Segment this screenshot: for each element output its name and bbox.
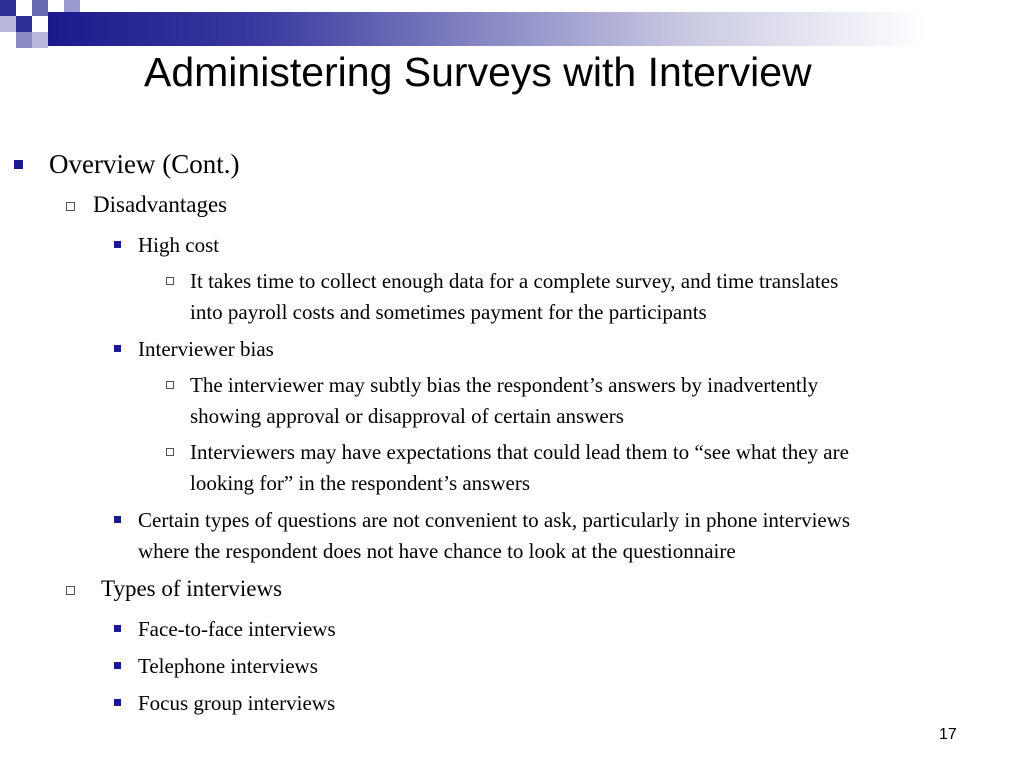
- small-square-bullet-icon: [114, 345, 121, 352]
- bullet-text: High cost: [138, 233, 220, 257]
- page-number: 17: [939, 726, 957, 743]
- bullet-text-line: showing approval or disapproval of certain answers: [190, 404, 624, 428]
- decor-square: [64, 0, 80, 12]
- small-square-bullet-icon: [114, 241, 121, 248]
- decor-square: [32, 32, 48, 48]
- decor-square: [32, 0, 48, 16]
- bullet-text-line: into payroll costs and sometimes payment for the participants: [190, 300, 707, 324]
- decor-square: [16, 32, 32, 48]
- bullet-text-line: Interviewers may have expectations that could lead them to “see what they are: [190, 440, 849, 464]
- small-square-bullet-icon: [114, 516, 121, 523]
- bullet-text: Interviewer bias: [138, 337, 274, 361]
- hollow-square-bullet-icon: [166, 277, 174, 285]
- bullet-text: Face-to-face interviews: [138, 617, 336, 641]
- slide-title: Administering Surveys with Interview: [144, 49, 812, 95]
- decor-square: [0, 0, 16, 16]
- small-square-bullet-icon: [114, 625, 121, 632]
- decor-square: [16, 16, 32, 32]
- hollow-square-bullet-icon: [66, 586, 75, 595]
- square-bullet-icon: [14, 160, 23, 169]
- bullet-text-line: It takes time to collect enough data for a complete survey, and time translates: [190, 269, 839, 293]
- bullet-text-line: looking for” in the respondent’s answers: [190, 471, 531, 495]
- hollow-square-bullet-icon: [166, 381, 174, 389]
- decor-square: [16, 0, 32, 16]
- bullet-text: Types of interviews: [101, 576, 283, 601]
- decor-square: [32, 16, 48, 32]
- bullet-text-line: The interviewer may subtly bias the respondent’s answers by inadvertently: [190, 373, 819, 397]
- decor-square: [48, 0, 64, 12]
- decor-square: [0, 16, 16, 32]
- bullet-text-line: Certain types of questions are not convenient to ask, particularly in phone interviews: [138, 508, 851, 532]
- hollow-square-bullet-icon: [166, 448, 174, 456]
- bullet-text: Disadvantages: [93, 192, 228, 217]
- bullet-text: Focus group interviews: [138, 691, 336, 715]
- small-square-bullet-icon: [114, 699, 121, 706]
- title-gradient-bar: [48, 12, 1024, 46]
- small-square-bullet-icon: [114, 662, 121, 669]
- bullet-text-line: where the respondent does not have chance to look at the questionnaire: [138, 539, 736, 563]
- bullet-text: Overview (Cont.): [49, 149, 240, 179]
- bullet-text: Telephone interviews: [138, 654, 318, 678]
- hollow-square-bullet-icon: [66, 202, 75, 211]
